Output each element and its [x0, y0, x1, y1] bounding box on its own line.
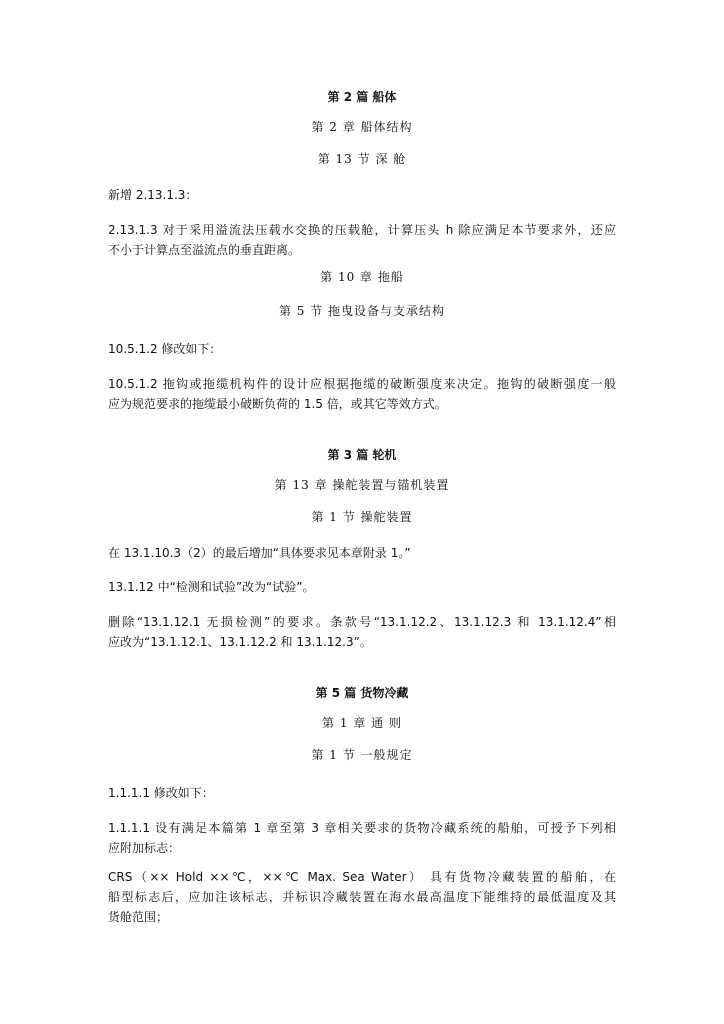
section-1-steering-heading: 第 1 节 操舵装置	[311, 510, 413, 524]
paragraph-modify-1-1-1-1	[108, 783, 616, 803]
section-1-general-heading: 第 1 节 一般规定	[311, 748, 413, 762]
text-line: 应为规范要求的拖缆最小破断负荷的 1.5 倍，或其它等效方式。	[108, 397, 447, 411]
paragraph-delete-13-1-12-1	[108, 612, 616, 652]
chapter-2-heading: 第 2 章 船体结构	[311, 120, 413, 134]
text-line: 10.5.1.2 修改如下：	[108, 342, 222, 356]
paragraph-2-13-1-3	[108, 220, 616, 260]
chapter-13-heading: 第 13 章 操舵装置与锚机装置	[274, 478, 450, 492]
text-line: 删除“13.1.12.1 无损检测”的要求。条款号“13.1.12.2、13.1.12.3 和 13.1.12.4”相	[108, 615, 616, 629]
text-line: 在 13.1.10.3（2）的最后增加“具体要求见本章附录 1。”	[108, 546, 411, 560]
paragraph-13-1-10-3	[108, 543, 616, 563]
chapter-1-heading: 第 1 章 通 则	[322, 716, 402, 730]
paragraph-1-1-1-1	[108, 818, 616, 858]
part-5-heading: 第 5 篇 货物冷藏	[315, 686, 409, 700]
paragraph-13-1-12	[108, 577, 616, 597]
text-line: CRS（×× Hold ××℃，××℃ Max. Sea Water） 具有货物冷藏装置的船舶，在	[108, 870, 616, 884]
text-line: 1.1.1.1 设有满足本篇第 1 章至第 3 章相关要求的货物冷藏系统的船舶，可授予下列相	[108, 821, 616, 835]
paragraph-10-5-1-2	[108, 374, 616, 414]
text-line: 10.5.1.2 拖钩或拖缆机构件的设计应根据拖缆的破断强度来决定。拖钩的破断强度一般	[108, 377, 616, 391]
text-line: 货舱范围；	[108, 910, 169, 924]
text-line: 1.1.1.1 修改如下：	[108, 786, 214, 800]
text-line: 应改为“13.1.12.1、13.1.12.2 和 13.1.12.3”。	[108, 635, 372, 649]
text-line: 13.1.12 中“检测和试验”改为“试验”。	[108, 580, 315, 594]
paragraph-modify-10-5-1-2	[108, 339, 616, 359]
section-5-heading: 第 5 节 拖曳设备与支承结构	[278, 304, 446, 318]
text-line: 船型标志后，应加注该标志，并标识冷藏装置在海水最高温度下能维持的最低温度及其	[108, 890, 616, 904]
text-line: 应附加标志：	[108, 841, 181, 855]
part-3-heading: 第 3 篇 轮机	[327, 448, 397, 462]
text-line: 新增 2.13.1.3：	[108, 188, 198, 202]
text-line: 2.13.1.3 对于采用溢流法压载水交换的压载舱，计算压头 h 除应满足本节要求外，还应	[108, 223, 616, 237]
part-2-heading: 第 2 篇 船体	[327, 90, 397, 104]
paragraph-crs-notation	[108, 867, 616, 927]
text-line: 不小于计算点至溢流点的垂直距离。	[108, 243, 301, 257]
section-13-heading: 第 13 节 深 舱	[317, 152, 407, 166]
chapter-10-heading: 第 10 章 拖船	[320, 270, 404, 284]
paragraph-add-2-13-1-3	[108, 185, 616, 205]
